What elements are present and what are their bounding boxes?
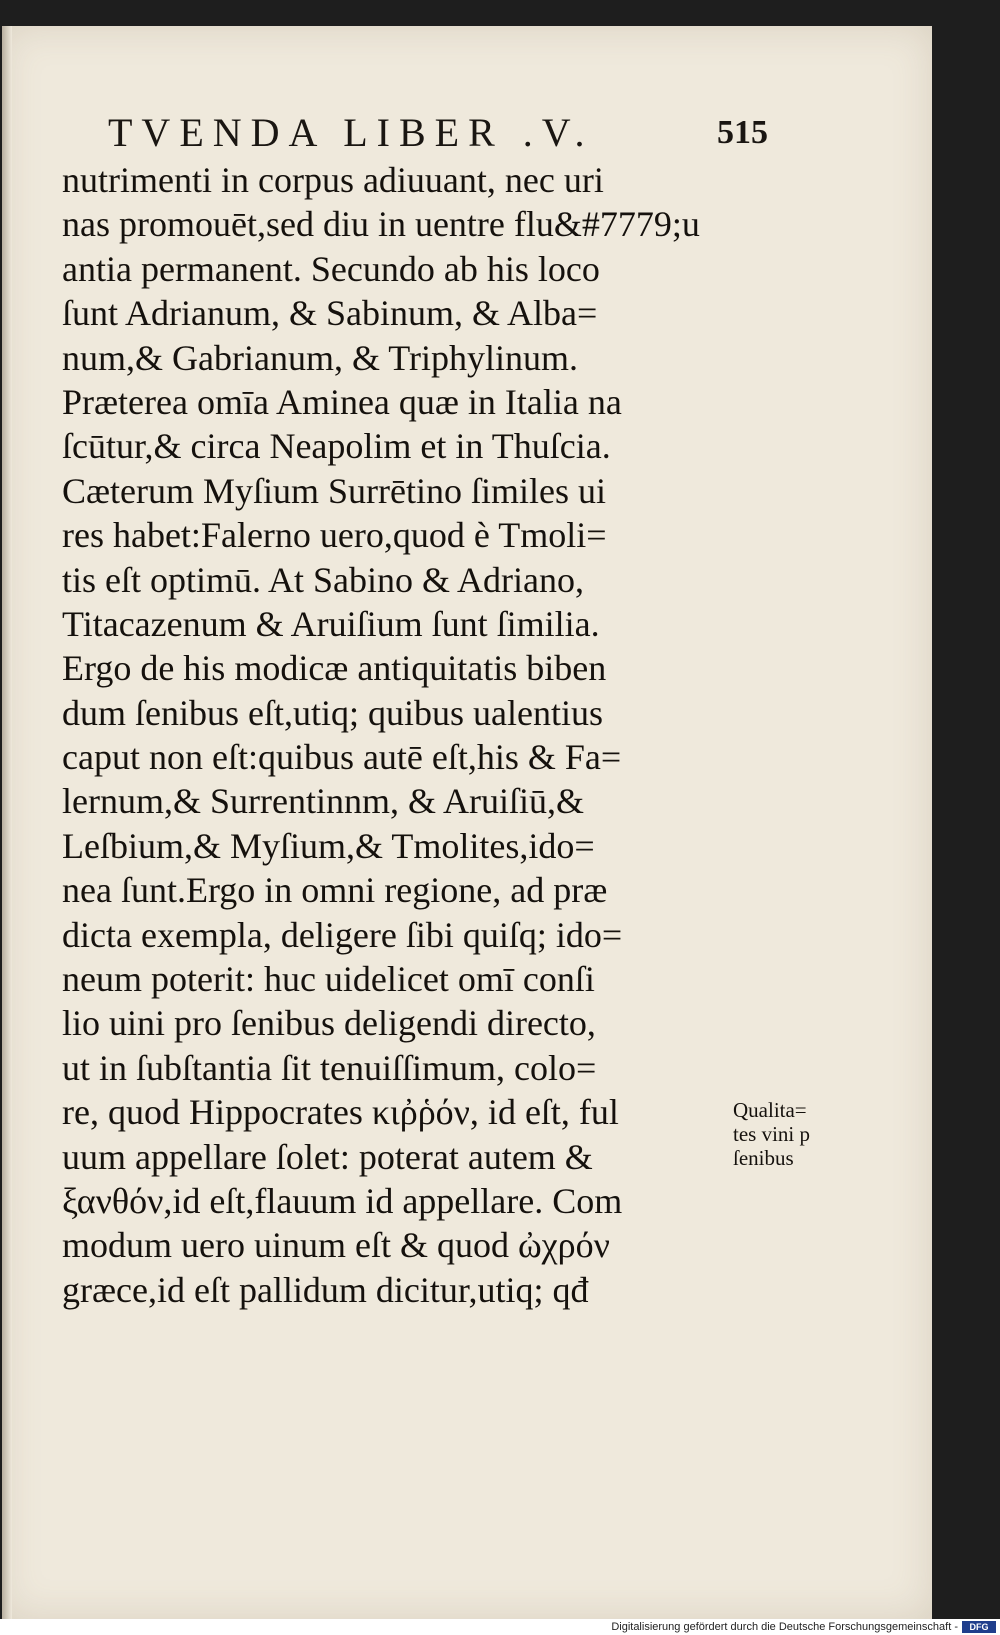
text-line: dum ſenibus eſt,utiq; quibus ualentius — [62, 692, 603, 733]
text-line: caput non eſt:quibus autē eſt,his & Fa= — [62, 737, 622, 778]
page-header — [108, 108, 768, 158]
dfg-logo-icon: DFG — [962, 1621, 996, 1633]
text-line: ξανθόν,id eſt,flauum id appellare. Com — [62, 1180, 623, 1221]
text-line: Præterea omīa Aminea quæ in Italia na — [62, 381, 622, 422]
page-gutter-shadow — [2, 26, 12, 1619]
running-title: TVENDA LIBER .V. — [108, 110, 594, 155]
text-line: lernum,& Surrentinnm, & Aruiſiū,& — [62, 781, 584, 822]
text-line: num,& Gabrianum, & Triphylinum. — [62, 337, 579, 378]
text-line: re, quod Hippocrates κιῤῥόν, id eſt, ful — [62, 1092, 619, 1133]
text-line: tis eſt optimū. At Sabino & Adriano, — [62, 559, 584, 600]
text-line: ſunt Adrianum, & Sabinum, & Alba= — [62, 293, 598, 334]
text-line: Titacazenum & Aruiſium ſunt ſimilia. — [62, 603, 600, 644]
text-line: Leſbium,& Myſium,& Tmolites,ido= — [62, 825, 595, 866]
marginal-note-line: Qualita= — [733, 1098, 807, 1122]
text-line: nas promouēt,sed diu in uentre flu&#7779;u — [62, 204, 700, 245]
text-line: Cæterum Myſium Surrētino ſimiles ui — [62, 470, 606, 511]
text-line: antia permanent. Secundo ab his loco — [62, 248, 600, 289]
marginal-note — [733, 1098, 863, 1170]
text-line: nea ſunt.Ergo in omni regione, ad præ — [62, 870, 608, 911]
text-line: ſcūtur,& circa Neapolim et in Thuſcia. — [62, 426, 611, 467]
marginal-note-line: ſenibus — [733, 1146, 794, 1170]
text-line: græce,id eſt pallidum dicitur,utiq; qđ — [62, 1269, 589, 1310]
text-line: res habet:Falerno uero,quod è Tmoli= — [62, 515, 607, 556]
marginal-note-line: tes vini p — [733, 1122, 810, 1146]
text-line: modum uero uinum eſt & quod ὠχρόν — [62, 1225, 610, 1266]
text-line: ut in ſubſtantia ſit tenuiſſimum, colo= — [62, 1047, 597, 1088]
text-line: dicta exempla, deligere ſibi quiſq; ido= — [62, 914, 623, 955]
body-text — [62, 158, 727, 1312]
page-number: 515 — [717, 114, 768, 151]
text-line: nutrimenti in corpus adiuuant, nec uri — [62, 160, 604, 200]
text-line: lio uini pro ſenibus deligendi directo, — [62, 1003, 596, 1044]
text-line: neum poterit: huc uidelicet omī conſi — [62, 959, 595, 1000]
text-line: uum appellare ſolet: poterat autem & — [62, 1136, 593, 1177]
text-line: Ergo de his modicæ antiquitatis biben — [62, 648, 607, 689]
digitization-footer — [0, 1619, 1000, 1635]
digitization-credit: Digitalisierung gefördert durch die Deutsche Forschungsgemeinschaft - — [611, 1621, 958, 1633]
